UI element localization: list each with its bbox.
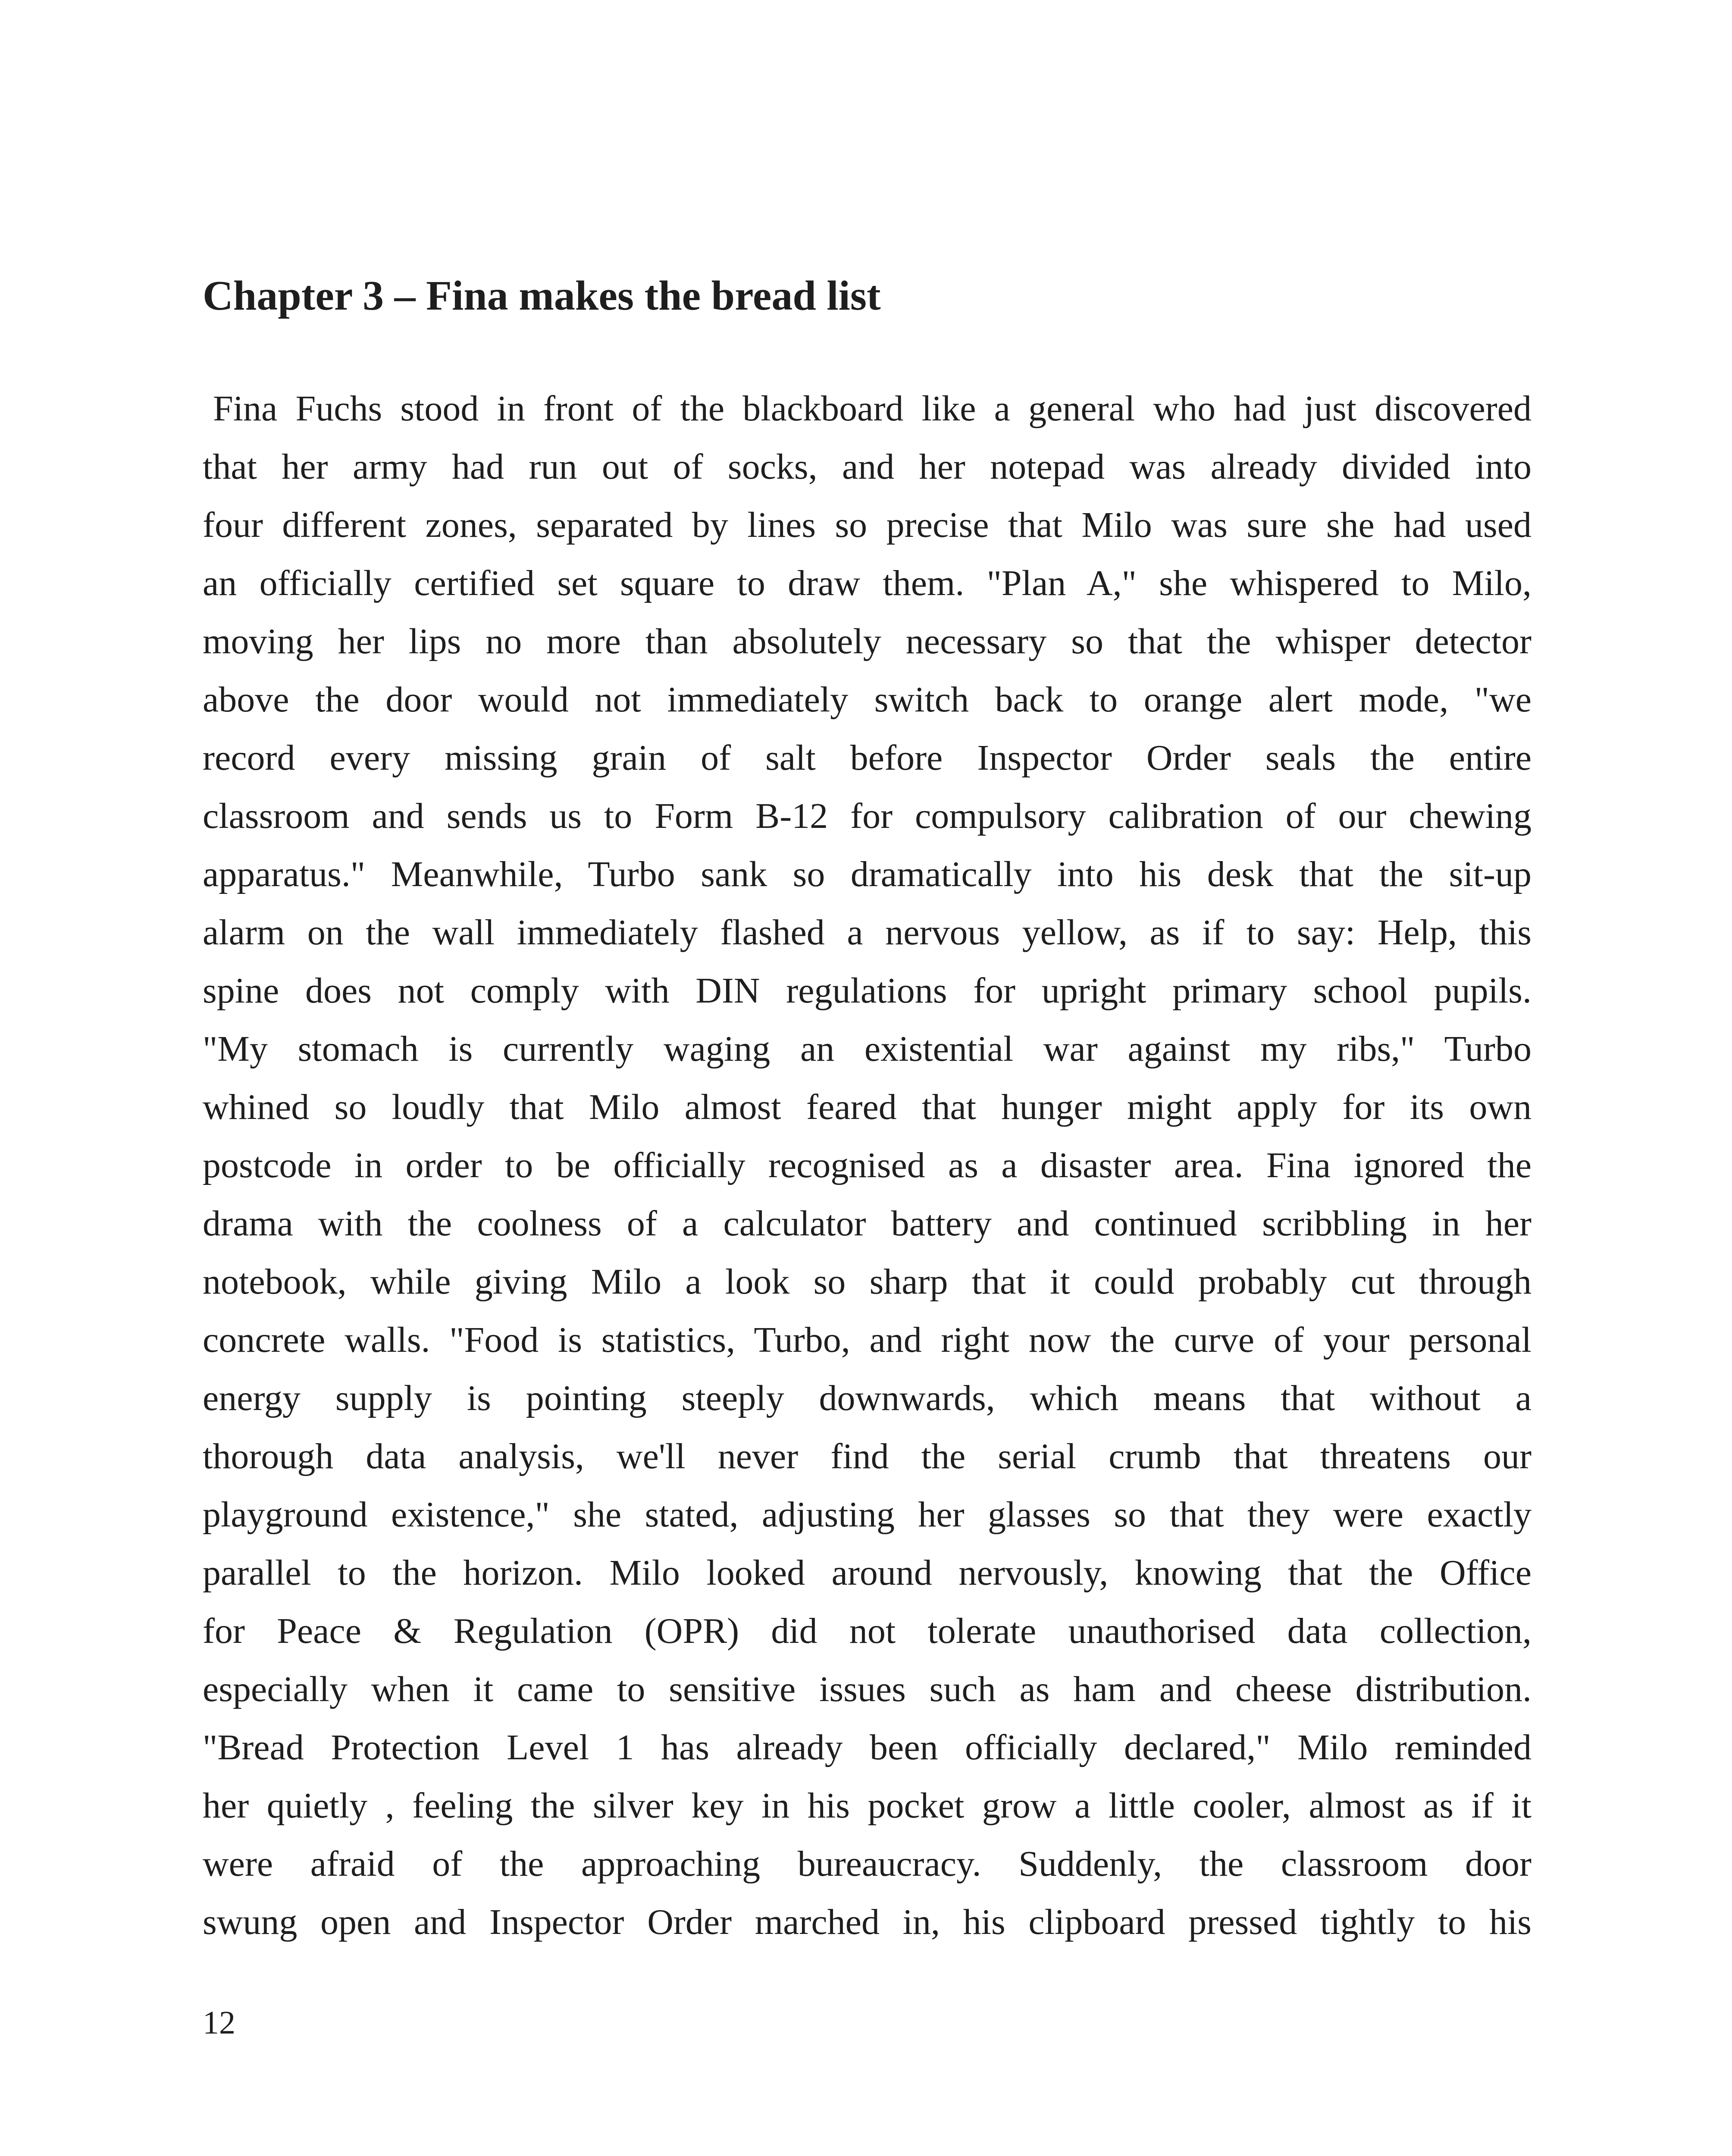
chapter-body-text [203,379,1532,1951]
text-line: spine does not comply with DIN regulations for upright primary school pupils. [203,971,1532,1011]
text-line: above the door would not immediately switch back to orange alert mode, "we [203,680,1532,720]
text-line: for Peace & Regulation (OPR) did not tolerate unauthorised data collection, [203,1611,1532,1651]
text-line: moving her lips no more than absolutely necessary so that the whisper detector [203,621,1532,661]
text-line: that her army had run out of socks, and her notepad was already divided into [203,447,1532,487]
text-line: her quietly , feeling the silver key in his pocket grow a little cooler, almost as if it [203,1786,1532,1826]
text-line: swung open and Inspector Order marched in, his clipboard pressed tightly to his [203,1902,1532,1942]
text-line: energy supply is pointing steeply downwards, which means that without a [203,1378,1532,1418]
text-line: parallel to the horizon. Milo looked around nervously, knowing that the Office [203,1553,1532,1593]
text-line: "Bread Protection Level 1 has already been officially declared," Milo reminded [203,1727,1532,1767]
text-line: drama with the coolness of a calculator battery and continued scribbling in her [203,1203,1532,1244]
text-line: alarm on the wall immediately flashed a nervous yellow, as if to say: Help, this [203,912,1532,953]
text-line: thorough data analysis, we'll never find the serial crumb that threatens our [203,1436,1532,1476]
text-line: notebook, while giving Milo a look so sharp that it could probably cut through [203,1262,1532,1302]
text-line: an officially certified set square to draw them. "Plan A," she whispered to Milo, [203,563,1532,603]
text-line: apparatus." Meanwhile, Turbo sank so dramatically into his desk that the sit-up [203,854,1532,894]
text-line: playground existence," she stated, adjusting her glasses so that they were exactly [203,1495,1532,1535]
text-line: Fina Fuchs stood in front of the blackboard like a general who had just discovered [213,389,1532,429]
text-line: four different zones, separated by lines so precise that Milo was sure she had used [203,505,1532,545]
text-line: postcode in order to be officially recognised as a disaster area. Fina ignored the [203,1145,1532,1185]
text-line: especially when it came to sensitive issues such as ham and cheese distribution. [203,1669,1532,1709]
text-line: record every missing grain of salt before Inspector Order seals the entire [203,738,1532,778]
text-line: concrete walls. "Food is statistics, Turbo, and right now the curve of your personal [203,1320,1532,1360]
page-number: 12 [203,2005,235,2041]
text-line: were afraid of the approaching bureaucracy. Suddenly, the classroom door [203,1844,1532,1884]
text-line: whined so loudly that Milo almost feared that hunger might apply for its own [203,1087,1532,1127]
text-line: "My stomach is currently waging an existential war against my ribs," Turbo [203,1029,1532,1069]
text-line: classroom and sends us to Form B-12 for compulsory calibration of our chewing [203,796,1532,836]
chapter-title: Chapter 3 – Fina makes the bread list [203,273,881,319]
